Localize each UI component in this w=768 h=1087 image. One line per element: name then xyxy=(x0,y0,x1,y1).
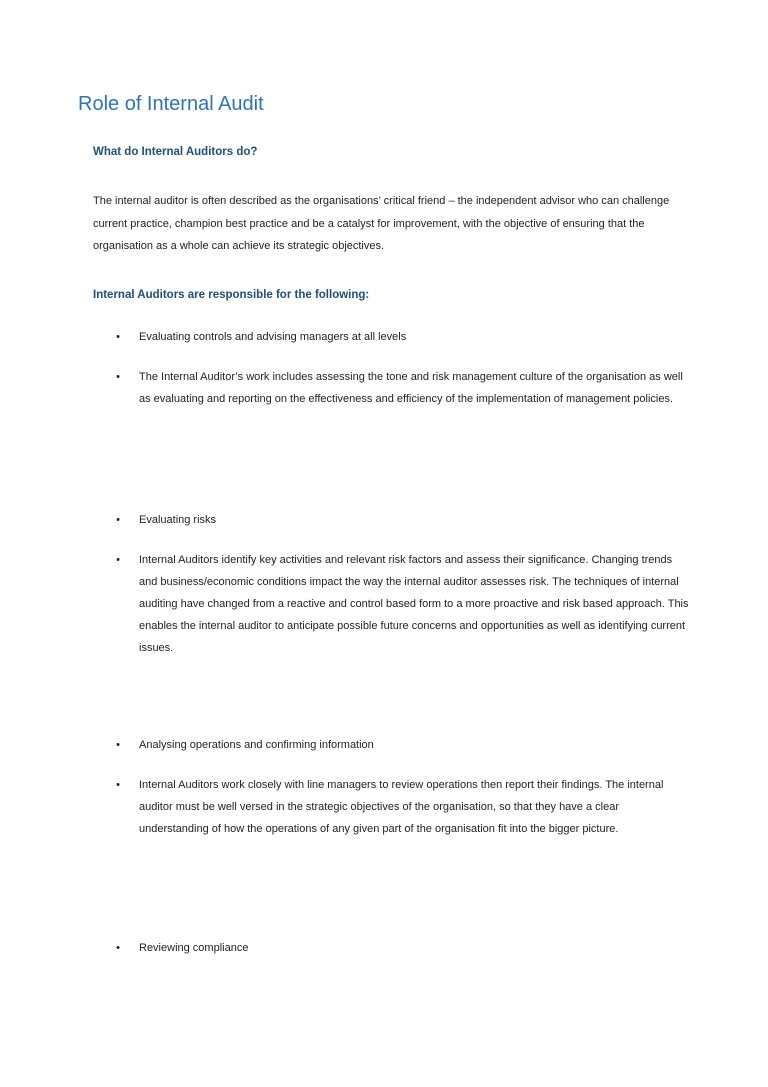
section-heading-what-do-auditors-do: What do Internal Auditors do? xyxy=(93,146,258,158)
bullet-icon: • xyxy=(116,331,120,343)
bullet-icon: • xyxy=(116,942,120,954)
list-item-analysing-operations xyxy=(111,734,691,756)
list-item-identify-risk-factors xyxy=(111,549,691,659)
list-item-work-with-line-managers xyxy=(111,774,691,840)
intro-paragraph: The internal auditor is often described as the organisations’ critical friend – the independent advisor who can challenge current practice, champion best practice and be a catalyst for improvement, with the objective of ensuring that the organisation as a whole can achieve its strategic objectives. xyxy=(93,195,670,252)
section-heading-responsibilities: Internal Auditors are responsible for the following: xyxy=(93,289,370,301)
list-item-reviewing-compliance xyxy=(111,937,691,959)
list-item-evaluating-controls xyxy=(111,326,691,348)
bullet-icon: • xyxy=(116,739,120,751)
bullet-icon: • xyxy=(116,371,120,383)
bullet-icon: • xyxy=(116,779,120,791)
list-item-text: Internal Auditors work closely with line managers to review operations then report their findings. The internal auditor must be well versed in the strategic objectives of the organisation, so that they have a clear understanding of how the operations of any given part of the organisation fit into the bigger picture. xyxy=(139,779,664,835)
document-title: Role of Internal Audit xyxy=(78,93,264,115)
list-item-text: Evaluating controls and advising managers at all levels xyxy=(139,331,407,343)
bullet-icon: • xyxy=(116,514,120,526)
list-item-text: Reviewing compliance xyxy=(139,942,249,954)
list-item-text: Evaluating risks xyxy=(139,514,217,526)
list-item-text: The Internal Auditor’s work includes assessing the tone and risk management culture of the organisation as well as evaluating and reporting on the effectiveness and efficiency of the implementation of management policies. xyxy=(139,371,683,405)
list-item-text: Internal Auditors identify key activities and relevant risk factors and assess their significance. Changing trends and business/economic conditions impact the way the internal auditor assesses risk. The techniques of internal auditing have changed from a reactive and control based form to a more proactive and risk based approach. This enables the internal auditor to anticipate possible future concerns and opportunities as well as identifying current issues. xyxy=(139,554,689,654)
list-item-text: Analysing operations and confirming information xyxy=(139,739,374,751)
list-item-auditor-work xyxy=(111,366,691,410)
list-item-evaluating-risks xyxy=(111,509,691,531)
bullet-icon: • xyxy=(116,554,120,566)
